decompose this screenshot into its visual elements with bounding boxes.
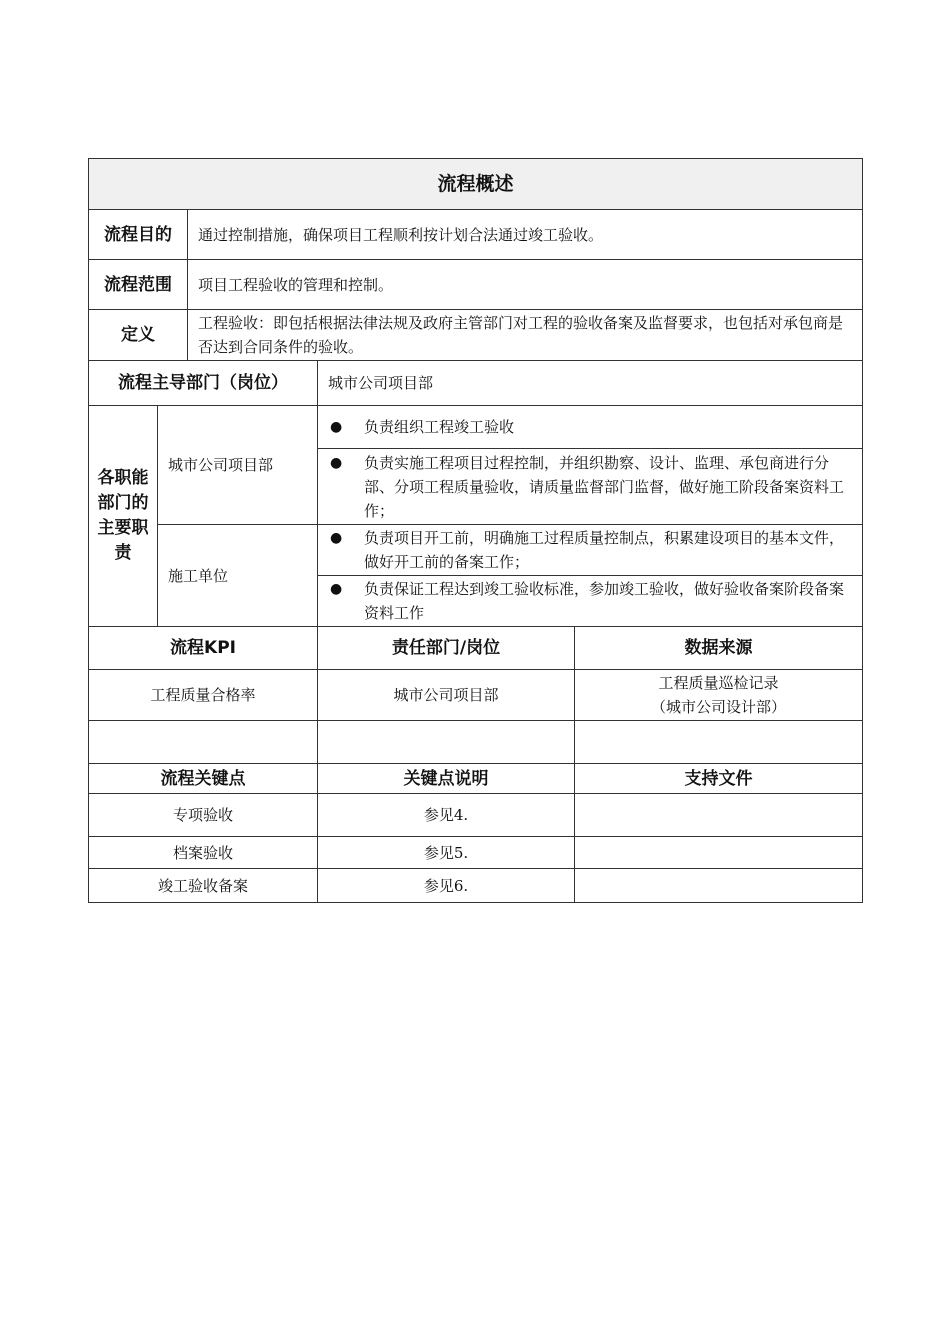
key-point-name: 专项验收 (89, 794, 318, 837)
key-point-name: 档案验收 (89, 837, 318, 869)
duty-text: 负责项目开工前，明确施工过程质量控制点，积累建设项目的基本文件，做好开工前的备案工作； (364, 529, 845, 571)
process-overview-document (88, 158, 862, 903)
duty-item (318, 525, 863, 576)
dept-name: 施工单位 (158, 525, 318, 627)
definition-label: 定义 (89, 310, 188, 361)
key-point-desc: 参见6. (318, 869, 575, 903)
bullet-icon: ● (330, 419, 343, 435)
lead-dept-value: 城市公司项目部 (318, 361, 863, 406)
duty-text: 负责保证工程达到竣工验收标准，参加竣工验收，做好验收备案阶段备案资料工作 (364, 580, 845, 622)
kpi-source-line: （城市公司设计部） (651, 698, 787, 716)
overview-title: 流程概述 (89, 159, 863, 210)
kpi-name: 工程质量合格率 (89, 670, 318, 721)
dept-name: 城市公司项目部 (158, 406, 318, 525)
key-point-desc-header: 关键点说明 (318, 764, 575, 794)
purpose-label: 流程目的 (89, 210, 188, 260)
overview-table (88, 158, 863, 903)
support-file (575, 837, 863, 869)
definition-text: 工程验收：即包括根据法律法规及政府主管部门对工程的验收备案及监督要求，也包括对承包商是否达到合同条件的验收。 (188, 310, 863, 361)
purpose-text: 通过控制措施，确保项目工程顺利按计划合法通过竣工验收。 (188, 210, 863, 260)
duty-text: 负责实施工程项目过程控制，并组织勘察、设计、监理、承包商进行分部、分项工程质量验收，请质量监督部门监督，做好施工阶段备案资料工作； (364, 453, 845, 520)
empty-cell (89, 721, 318, 764)
scope-label: 流程范围 (89, 260, 188, 310)
duty-text: 负责组织工程竣工验收 (364, 418, 515, 436)
duty-item (318, 576, 863, 627)
empty-cell (318, 721, 575, 764)
support-file (575, 869, 863, 903)
bullet-icon: ● (330, 581, 343, 597)
lead-dept-label: 流程主导部门（岗位） (89, 361, 318, 406)
responsibilities-header: 各职能部门的主要职责 (89, 406, 158, 627)
kpi-source (575, 670, 863, 721)
key-point-header: 流程关键点 (89, 764, 318, 794)
bullet-icon: ● (330, 454, 343, 471)
duty-item (318, 449, 863, 525)
kpi-dept-header: 责任部门/岗位 (318, 627, 575, 670)
bullet-icon: ● (330, 530, 343, 546)
key-point-desc: 参见4. (318, 794, 575, 837)
empty-cell (575, 721, 863, 764)
scope-text: 项目工程验收的管理和控制。 (188, 260, 863, 310)
kpi-source-line: 工程质量巡检记录 (658, 674, 779, 692)
key-point-name: 竣工验收备案 (89, 869, 318, 903)
support-file (575, 794, 863, 837)
key-point-desc: 参见5. (318, 837, 575, 869)
kpi-header: 流程KPI (89, 627, 318, 670)
support-file-header: 支持文件 (575, 764, 863, 794)
kpi-dept: 城市公司项目部 (318, 670, 575, 721)
duty-item (318, 406, 863, 449)
kpi-source-header: 数据来源 (575, 627, 863, 670)
